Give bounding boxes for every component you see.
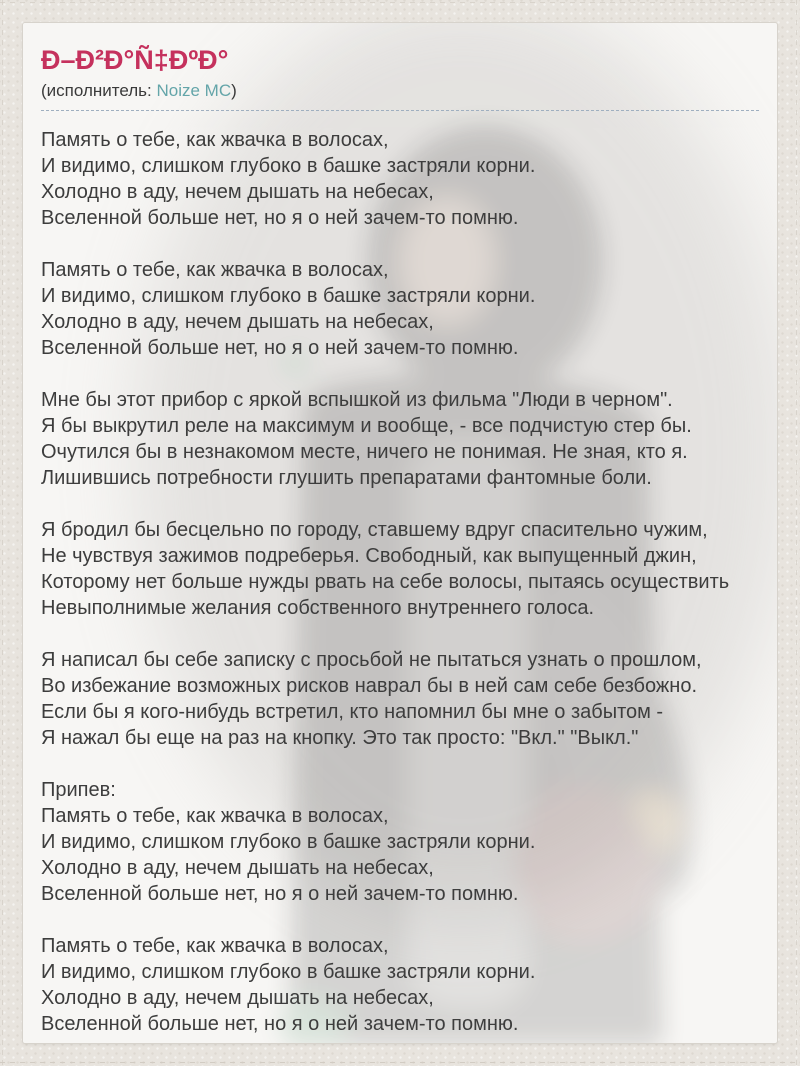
lyric-line: Холодно в аду, нечем дышать на небесах, xyxy=(41,987,434,1009)
artist-line xyxy=(41,81,759,111)
lyric-line: Не чувствуя зажимов подреберья. Свободный, как выпущенный джин, xyxy=(41,545,697,567)
lyrics xyxy=(41,127,759,1037)
texture-seam-bottom xyxy=(0,1062,800,1063)
lyric-line: Холодно в аду, нечем дышать на небесах, xyxy=(41,311,434,333)
lyric-line: Лишившись потребности глушить препаратами фантомные боли. xyxy=(41,467,652,489)
song-title: Ð–Ð²Ð°Ñ‡ÐºÐ° xyxy=(41,45,229,75)
lyric-line: Я нажал бы еще на раз на кнопку. Это так просто: "Вкл." "Выкл." xyxy=(41,727,639,749)
lyric-line: Память о тебе, как жвачка в волосах, xyxy=(41,935,389,957)
texture-seam-left xyxy=(2,0,3,1066)
stanza xyxy=(41,647,759,751)
lyric-line: И видимо, слишком глубоко в башке застряли корни. xyxy=(41,285,536,307)
stanza xyxy=(41,127,759,231)
lyric-line: Я бы выкрутил реле на максимум и вообще, - все подчистую стер бы. xyxy=(41,415,692,437)
lyric-line: Которому нет больше нужды рвать на себе волосы, пытаясь осуществить xyxy=(41,571,730,593)
lyric-line: Память о тебе, как жвачка в волосах, xyxy=(41,805,389,827)
texture-seam-right xyxy=(796,0,797,1066)
lyric-line: Невыполнимые желания собственного внутреннего голоса. xyxy=(41,597,595,619)
lyrics-card xyxy=(22,22,778,1044)
lyric-line: Вселенной больше нет, но я о ней зачем-то помню. xyxy=(41,883,519,905)
lyric-line: Очутился бы в незнакомом месте, ничего не понимая. Не зная, кто я. xyxy=(41,441,688,463)
lyric-line: Мне бы этот прибор с яркой вспышкой из фильма "Люди в черном". xyxy=(41,389,673,411)
lyric-line: И видимо, слишком глубоко в башке застряли корни. xyxy=(41,961,536,983)
lyric-line: Холодно в аду, нечем дышать на небесах, xyxy=(41,857,434,879)
stanza xyxy=(41,257,759,361)
lyric-line: Вселенной больше нет, но я о ней зачем-то помню. xyxy=(41,337,519,359)
lyric-line: Память о тебе, как жвачка в волосах, xyxy=(41,129,389,151)
lyric-line: Вселенной больше нет, но я о ней зачем-то помню. xyxy=(41,207,519,229)
lyric-line: Вселенной больше нет, но я о ней зачем-то помню. xyxy=(41,1013,519,1035)
artist-suffix: ) xyxy=(231,81,237,100)
artist-prefix: (исполнитель: xyxy=(41,81,157,100)
lyric-line: Я написал бы себе записку с просьбой не пытаться узнать о прошлом, xyxy=(41,649,702,671)
texture-seam-top xyxy=(0,2,800,3)
lyric-line: Память о тебе, как жвачка в волосах, xyxy=(41,259,389,281)
stanza xyxy=(41,517,759,621)
lyric-line: Во избежание возможных рисков наврал бы в ней сам себе безбожно. xyxy=(41,675,697,697)
lyric-line: Если бы я кого-нибудь встретил, кто напомнил бы мне о забытом - xyxy=(41,701,664,723)
stanza xyxy=(41,933,759,1037)
stanza xyxy=(41,387,759,491)
card-content xyxy=(23,23,777,1044)
lyric-line: Холодно в аду, нечем дышать на небесах, xyxy=(41,181,434,203)
stanza xyxy=(41,777,759,907)
lyric-line: И видимо, слишком глубоко в башке застряли корни. xyxy=(41,831,536,853)
artist-link[interactable]: Noize MC xyxy=(156,81,232,100)
lyric-line: Припев: xyxy=(41,779,116,801)
lyric-line: И видимо, слишком глубоко в башке застряли корни. xyxy=(41,155,536,177)
lyric-line: Я бродил бы бесцельно по городу, ставшему вдруг спасительно чужим, xyxy=(41,519,708,541)
